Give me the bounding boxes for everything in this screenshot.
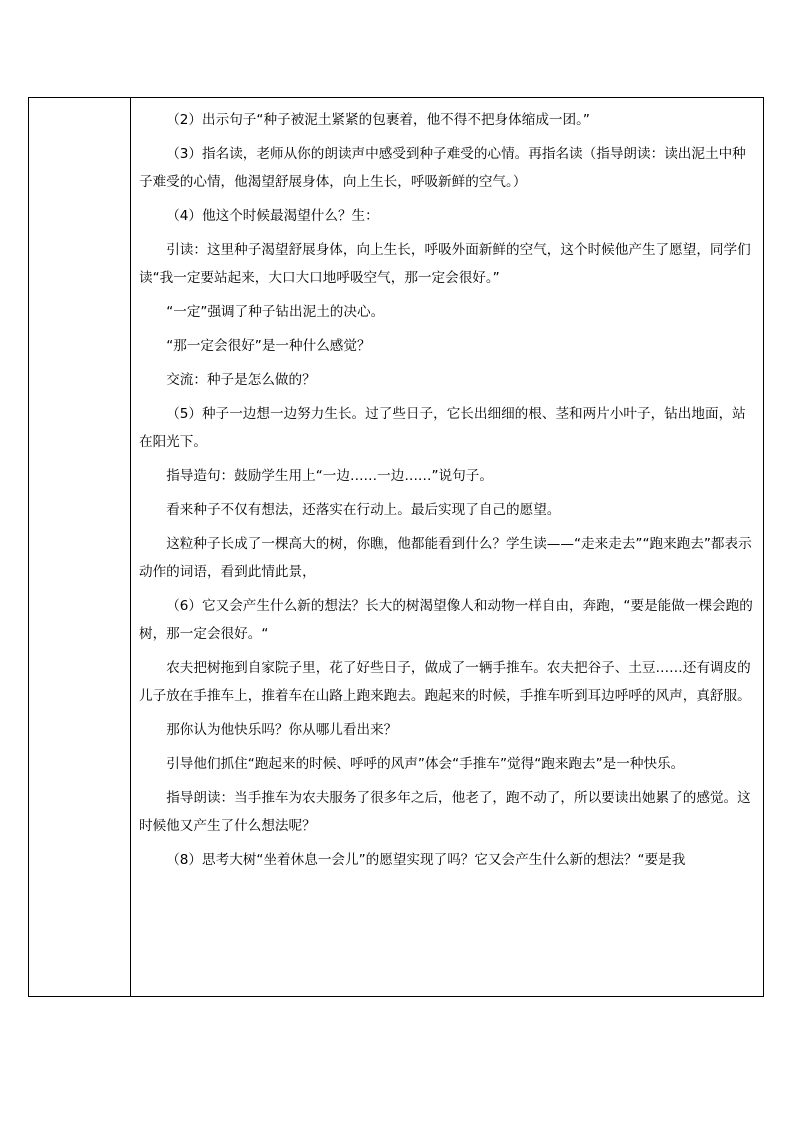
table-content-cell (131, 98, 763, 996)
paragraph-15: 引导他们抓住“跑起来的时候、呼呼的风声”体会“手推车”觉得“跑来跑去”是一种快乐。 (166, 756, 685, 772)
paragraph-6: “那一定会很好”是一种什么感觉？ (166, 338, 371, 354)
paragraph-4: 引读：这里种子渴望舒展身体，向上生长，呼吸外面新鲜的空气，这个时候他产生了愿望，同学们读“我一定要站起来，大口大口地呼吸空气，那一定会很好。” (139, 242, 751, 286)
paragraph-16: 指导朗读：当手推车为农夫服务了很多年之后，他老了，跑不动了，所以要读出她累了的感觉。这时候他又产生了什么想法呢？ (139, 790, 751, 834)
paragraph-2: （3）指名读，老师从你的朗读声中感受到种子难受的心情。再指名读（指导朗读：读出泥土中种子难受的心情，他渴望舒展身体，向上生长，呼吸新鲜的空气。） (139, 146, 746, 190)
paragraph-3: （4）他这个时候最渴望什么？生： (166, 208, 379, 224)
paragraph-11: 这粒种子长成了一棵高大的树，你瞧，他都能看到什么？学生读——“走来走去”“跑来跑去”都表示动作的词语，看到此情此景， (139, 536, 752, 580)
paragraph-8: （5）种子一边想一边努力生长。过了些日子，它长出细细的根、茎和两片小叶子，钻出地面，站在阳光下。 (139, 406, 746, 450)
table-left-cell (29, 98, 131, 996)
paragraph-12: （6）它又会产生什么新的想法？长大的树渴望像人和动物一样自由，奔跑，“要是能做一棵会跑的树，那一定会很好。“ (139, 598, 753, 642)
paragraph-5: “一定”强调了种子钻出泥土的决心。 (166, 304, 385, 320)
paragraph-14: 那你认为他快乐吗？你从哪儿看出来？ (166, 722, 398, 738)
paragraph-9: 指导造句：鼓励学生用上“一边……一边……”说句子。 (166, 468, 493, 484)
paragraph-1: （2）出示句子“种子被泥土紧紧的包裹着，他不得不把身体缩成一团。” (166, 112, 590, 128)
paragraph-10: 看来种子不仅有想法，还落实在行动上。最后实现了自己的愿望。 (166, 502, 561, 518)
paragraph-7: 交流：种子是怎么做的？ (166, 372, 316, 388)
paragraph-17: （8）思考大树“坐着休息一会儿”的愿望实现了吗？它又会产生什么新的想法？“要是我 (166, 852, 686, 868)
paragraph-13: 农夫把树拖到自家院子里，花了好些日子，做成了一辆手推车。农夫把谷子、土豆……还有调皮的儿子放在手推车上，推着车在山路上跑来跑去。跑起来的时候，手推车听到耳边呼呼的风声，真舒服。 (139, 660, 751, 704)
lesson-table (28, 97, 764, 997)
